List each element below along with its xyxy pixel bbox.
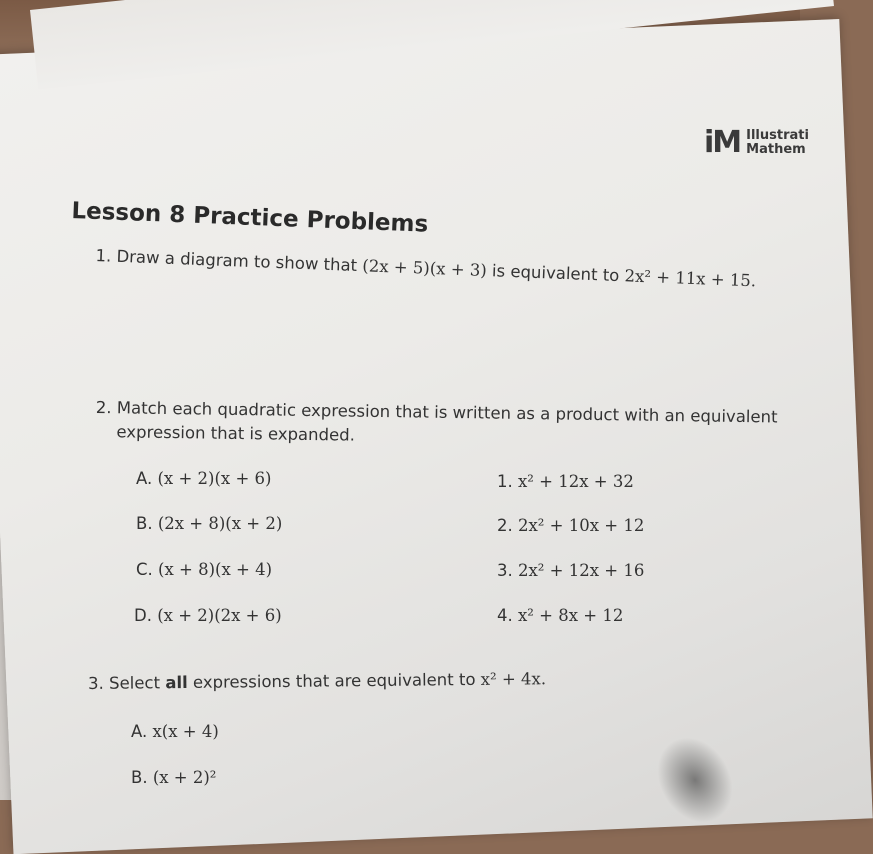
item-label: 4. [497,606,518,625]
item-expr: (x + 8)(x + 4) [158,560,273,579]
match-left-item [134,606,282,625]
match-right-item [497,606,623,625]
question-3-prefix: 3. Select [88,673,166,693]
match-right-item [497,561,644,580]
question-3-middle: expressions that are equivalent to [187,669,481,692]
match-left-item [136,560,272,579]
question-1-middle: is equivalent to [486,261,625,286]
item-label: D. [134,606,158,625]
question-3-option [131,768,216,787]
item-label: B. [131,768,153,787]
item-expr: (2x + 8)(x + 2) [157,514,283,533]
question-1-expr1: (2x + 5)(x + 3) [361,256,488,281]
question-2 [95,396,777,454]
logo-text-line1: Illustrati [746,128,809,143]
match-left-item [136,514,282,533]
item-expr: (x + 2)(2x + 6) [157,606,282,625]
match-left-item [136,469,272,488]
item-expr: (x + 2)(x + 6) [157,469,272,488]
logo-text [746,129,809,157]
question-1 [95,244,756,293]
question-3 [88,667,546,696]
item-label: 1. [497,472,518,491]
question-3-bold: all [165,672,188,693]
item-label: A. [136,469,158,488]
match-right-item [497,516,644,535]
item-label: C. [136,560,159,579]
question-3-option [131,722,219,741]
question-3-expr: x² + 4x. [480,669,547,689]
question-2-line2: expression that is expanded. [116,422,356,445]
illustrative-math-logo [704,125,809,160]
question-2-line1: 2. Match each quadratic expression that is written as a product with an equivalent [95,397,778,427]
item-expr: x² + 8x + 12 [518,606,624,625]
item-label: 3. [497,561,518,580]
logo-text-line2: Mathem [746,142,806,157]
item-expr: x² + 12x + 32 [518,472,634,491]
item-label: A. [131,722,153,741]
match-right-item [497,472,634,491]
question-1-prefix: 1. Draw a diagram to show that [95,245,363,276]
question-1-expr2: 2x² + 11x + 15. [624,266,757,291]
item-label: 2. [497,516,518,535]
page-title: Lesson 8 Practice Problems [71,198,429,238]
item-expr: x(x + 4) [152,722,219,741]
item-expr: 2x² + 12x + 16 [518,561,645,580]
item-expr: (x + 2)² [152,768,217,787]
item-expr: 2x² + 10x + 12 [518,516,645,535]
item-label: B. [136,514,158,533]
logo-mark: iM [704,125,741,160]
